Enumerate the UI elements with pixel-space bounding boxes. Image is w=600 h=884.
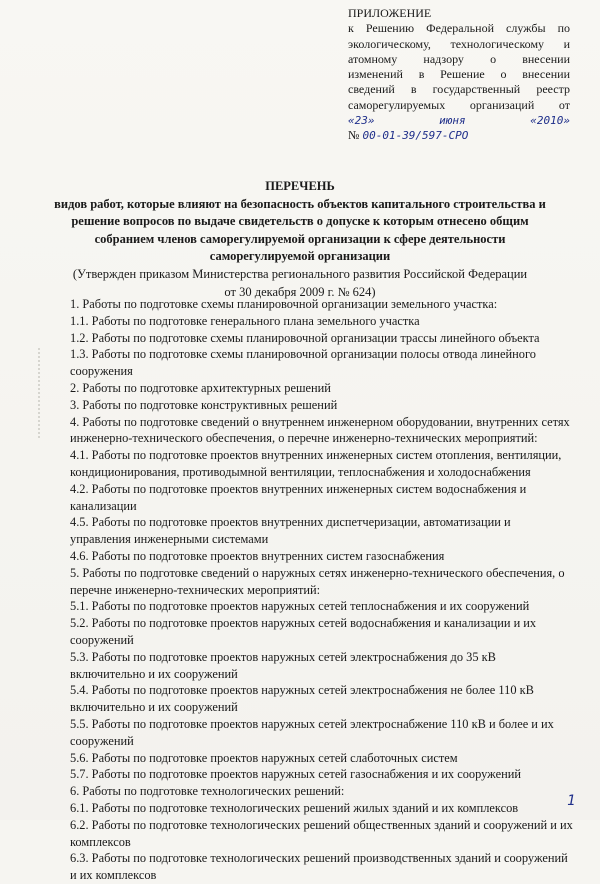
title-subtitle-line: решение вопросов по выдаче свидетельств о допуске к которым отнесено общим (71, 214, 529, 229)
list-item: 5.4. Работы по подготовке проектов наружных сетей электроснабжения не более 110 кВ (70, 683, 534, 698)
title-heading: ПЕРЕЧЕНЬ (265, 179, 335, 193)
list-item: 5.2. Работы по подготовке проектов наружных сетей водоснабжения и канализации и их (70, 616, 537, 631)
list-item: 6.1. Работы по подготовке технологических решений жилых зданий и их комплексов (70, 800, 519, 815)
list-item: перечне инженерно-технических мероприятий: (70, 582, 321, 597)
date-month: июня (439, 114, 466, 128)
approval-line: атомному надзору о внесении (348, 51, 570, 66)
approval-block (348, 6, 570, 144)
title-subtitle-line: саморегулируемой организации (209, 249, 391, 264)
list-item: комплексов (70, 834, 131, 849)
list-item: инженерно-технического обеспечения, о перечне инженерно-технических мероприятий: (70, 431, 538, 446)
list-item: кондиционирования, противодымной вентиляции, теплоснабжения и холодоснабжения (70, 464, 531, 479)
list-item: 4.2. Работы по подготовке проектов внутренних инженерных систем водоснабжения и (70, 481, 527, 496)
list-item: 4.1. Работы по подготовке проектов внутренних инженерных систем отопления, вентиляции, (70, 448, 562, 463)
works-list (70, 296, 573, 884)
list-item: сооружений (70, 733, 134, 748)
list-item: 3. Работы по подготовке конструктивных решений (70, 397, 338, 412)
page-number: 1 (567, 793, 576, 809)
list-item: 5.5. Работы по подготовке проектов наружных сетей электроснабжение 110 кВ и более и их (70, 716, 554, 731)
list-item: 1. Работы по подготовке схемы планировочной организации земельного участка: (70, 297, 498, 311)
title-approval-line: (Утвержден приказом Министерства регионального развития Российской Федерации (72, 266, 528, 281)
number-value: 00-01-39/597-СРО (362, 129, 469, 143)
list-item: 5.7. Работы по подготовке проектов наружных сетей газоснабжения и их сооружений (70, 767, 521, 782)
list-item: 5. Работы по подготовке сведений о наружных сетях инженерно-технического обеспечения, о (70, 565, 565, 580)
list-item: 1.1. Работы по подготовке генерального плана земельного участка (70, 313, 420, 328)
list-item: 4.5. Работы по подготовке проектов внутренних диспетчеризации, автоматизации и (70, 515, 511, 530)
approval-line: изменений в Решение о внесении (348, 67, 570, 82)
list-item: 5.3. Работы по подготовке проектов наружных сетей электроснабжения до 35 кВ (70, 649, 496, 664)
list-item: 6.2. Работы по подготовке технологических решений общественных зданий и сооружений и их (70, 817, 573, 832)
title-approval-line: от 30 декабря 2009 г. № 624) (224, 284, 376, 299)
list-item: 6. Работы по подготовке технологических решений: (70, 784, 345, 799)
list-item: управления инженерными системами (70, 532, 269, 547)
approval-heading: ПРИЛОЖЕНИЕ (348, 6, 432, 20)
approval-line: к Решению Федеральной службы по (348, 21, 570, 36)
document-title (30, 178, 570, 301)
list-item: 2. Работы по подготовке архитектурных решений (70, 380, 331, 395)
list-item: включительно и их сооружений (70, 700, 238, 715)
list-item: 5.1. Работы по подготовке проектов наружных сетей теплоснабжения и их сооружений (70, 599, 530, 614)
approval-date (348, 113, 570, 128)
title-subtitle-line: видов работ, которые влияют на безопасность объектов капитального строительства и (54, 196, 546, 211)
punch-hole-mark (38, 348, 52, 438)
list-item: сооружений (70, 632, 134, 647)
approval-line: экологическому, технологическому и (348, 36, 570, 51)
title-subtitle-line: собранием членов саморегулируемой организации к сфере деятельности (94, 231, 506, 246)
date-day: «23» (348, 114, 375, 128)
date-year: «2010» (530, 114, 570, 128)
list-item: и их комплексов (70, 868, 157, 883)
list-item: 4.6. Работы по подготовке проектов внутренних систем газоснабжения (70, 548, 445, 563)
approval-number (348, 128, 570, 143)
list-item: включительно и их сооружений (70, 666, 238, 681)
list-item: 5.6. Работы по подготовке проектов наружных сетей слаботочных систем (70, 750, 458, 765)
approval-line: саморегулируемых организаций от (348, 97, 570, 112)
list-item: канализации (70, 498, 137, 513)
list-item: сооружения (70, 364, 133, 379)
list-item: 1.2. Работы по подготовке схемы планировочной организации трассы линейного объекта (70, 330, 540, 345)
list-item: 6.3. Работы по подготовке технологических решений производственных зданий и сооружений (70, 851, 568, 866)
number-prefix: № (348, 128, 360, 143)
approval-line: сведений в государственный реестр (348, 82, 570, 97)
list-item: 4. Работы по подготовке сведений о внутреннем инженерном оборудовании, внутренних сетях (70, 414, 570, 429)
list-item: 1.3. Работы по подготовке схемы планировочной организации полосы отвода линейного (70, 347, 536, 362)
